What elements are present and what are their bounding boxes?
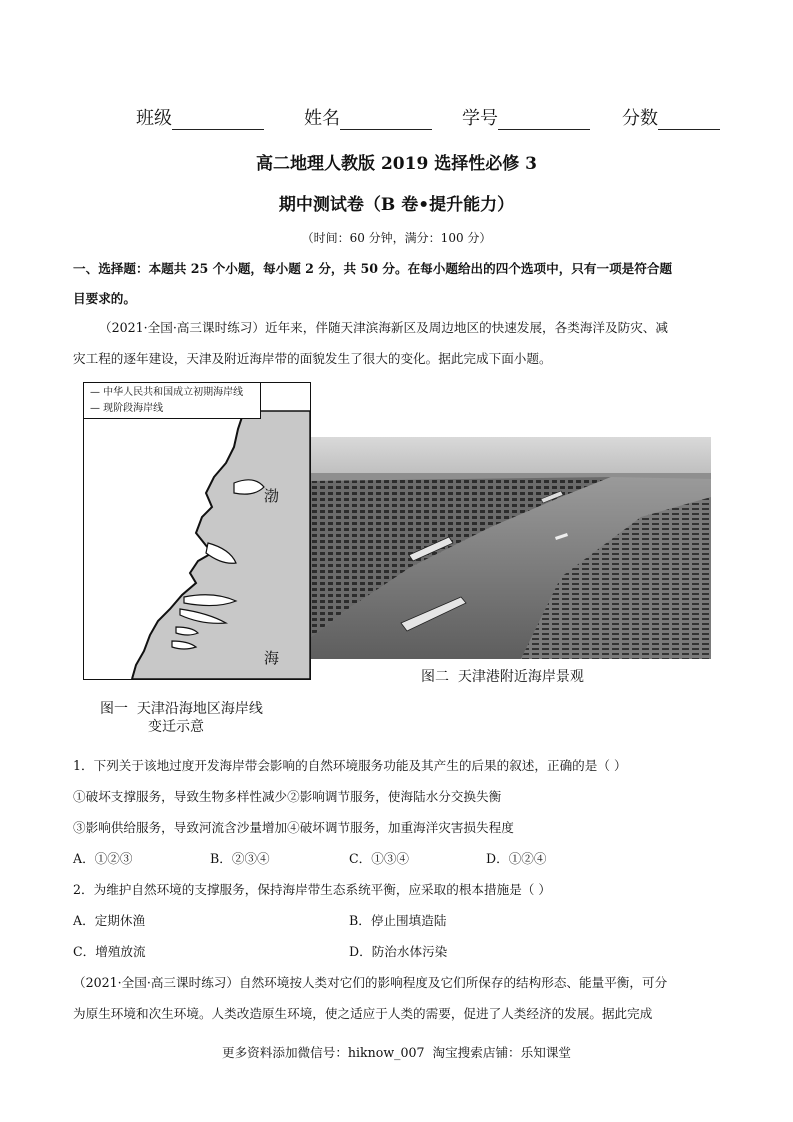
- q2-option-a[interactable]: A．定期休渔: [73, 913, 146, 928]
- name-field[interactable]: [304, 104, 432, 130]
- map-legend: [84, 383, 261, 419]
- class-blank[interactable]: [172, 110, 264, 130]
- question-2-stem: 2．为维护自然环境的支撑服务，保持海岸带生态系统平衡，应采取的根本措施是（ ）: [73, 882, 551, 897]
- q1-option-b[interactable]: B．②③④: [210, 851, 270, 866]
- name-label: 姓名: [304, 108, 340, 129]
- question-1-options: [73, 851, 743, 867]
- page-subtitle: 期中测试卷（B 卷•提升能力）: [278, 195, 515, 215]
- question-1-statement-2: ③影响供给服务，导致河流含沙量增加④破坏调节服务，加重海洋灾害损失程度: [73, 820, 514, 835]
- class-field[interactable]: [136, 104, 264, 130]
- q1-option-c[interactable]: C．①③④: [349, 851, 410, 866]
- legend-current-coastline: — 现阶段海岸线: [90, 403, 164, 414]
- id-label: 学号: [462, 108, 498, 129]
- score-blank[interactable]: [658, 110, 720, 130]
- question-2-options-row-2: [73, 944, 743, 960]
- passage-1-line1: （2021·全国·高三课时练习）近年来，伴随天津滨海新区及周边地区的快速发展，各类海洋及防灾、减: [99, 320, 668, 335]
- figure-1-caption: [100, 700, 263, 736]
- question-1-stem: 1．下列关于该地过度开发海岸带会影响的自然环境服务功能及其产生的后果的叙述，正确的是（ ）: [73, 758, 627, 773]
- score-field[interactable]: [622, 104, 720, 130]
- score-label: 分数: [622, 108, 658, 129]
- q2-option-b[interactable]: B．停止围填造陆: [349, 913, 447, 928]
- section-heading: [73, 260, 733, 307]
- figure-1-caption-line1: 图一 天津沿海地区海岸线: [100, 701, 263, 717]
- exam-info: （时间：60 分钟，满分：100 分）: [301, 231, 492, 245]
- coastline-map-drawing: [84, 383, 310, 679]
- q1-option-d[interactable]: D．①②④: [486, 851, 547, 866]
- sea-label-bo: 渤: [264, 487, 280, 505]
- passage-2-line2: 为原生环境和次生环境。人类改造原生环境，使之适应于人类的需要，促进了人类经济的发展。据此完成: [73, 1006, 653, 1021]
- name-blank[interactable]: [340, 110, 432, 130]
- question-1-statement-1: ①破坏支撑服务，导致生物多样性减少②影响调节服务，使海陆水分交换失衡: [73, 789, 502, 804]
- port-photo-illustration: [311, 437, 711, 659]
- figure-2-caption: 图二 天津港附近海岸景观: [421, 669, 584, 685]
- id-blank[interactable]: [498, 110, 590, 130]
- section-heading-line1: 一、选择题：本题共 25 个小题，每小题 2 分，共 50 分。在每小题给出的四个选项中，只有一项是符合题: [73, 261, 673, 276]
- section-heading-line2: 目要求的。: [73, 291, 136, 306]
- port-photo: [311, 437, 711, 659]
- passage-2-line1: （2021·全国·高三课时练习）自然环境按人类对它们的影响程度及它们所保存的结构形态、能量平衡，可分: [73, 975, 668, 990]
- question-2: [73, 882, 743, 960]
- legend-early-coastline: — 中华人民共和国成立初期海岸线: [90, 387, 244, 398]
- passage-2: [73, 975, 743, 1022]
- question-2-options-row-1: [73, 913, 743, 929]
- sea-label-hai: 海: [264, 649, 280, 667]
- page-footer: 更多资料添加微信号：hiknow_007 淘宝搜索店铺：乐知课堂: [221, 1045, 572, 1060]
- coastline-map: [83, 382, 311, 680]
- page-title: 高二地理人教版 2019 选择性必修 3: [256, 154, 537, 174]
- passage-1: [73, 320, 733, 367]
- q1-option-a[interactable]: A．①②③: [73, 851, 133, 866]
- id-field[interactable]: [462, 104, 590, 130]
- class-label: 班级: [136, 108, 172, 129]
- q2-option-c[interactable]: C．增殖放流: [73, 944, 146, 959]
- figure-1-caption-line2: 变迁示意: [148, 719, 204, 735]
- passage-1-line2: 灾工程的逐年建设，天津及附近海岸带的面貌发生了很大的变化。据此完成下面小题。: [73, 351, 552, 366]
- q2-option-d[interactable]: D．防治水体污染: [349, 944, 448, 959]
- question-1: [73, 758, 743, 867]
